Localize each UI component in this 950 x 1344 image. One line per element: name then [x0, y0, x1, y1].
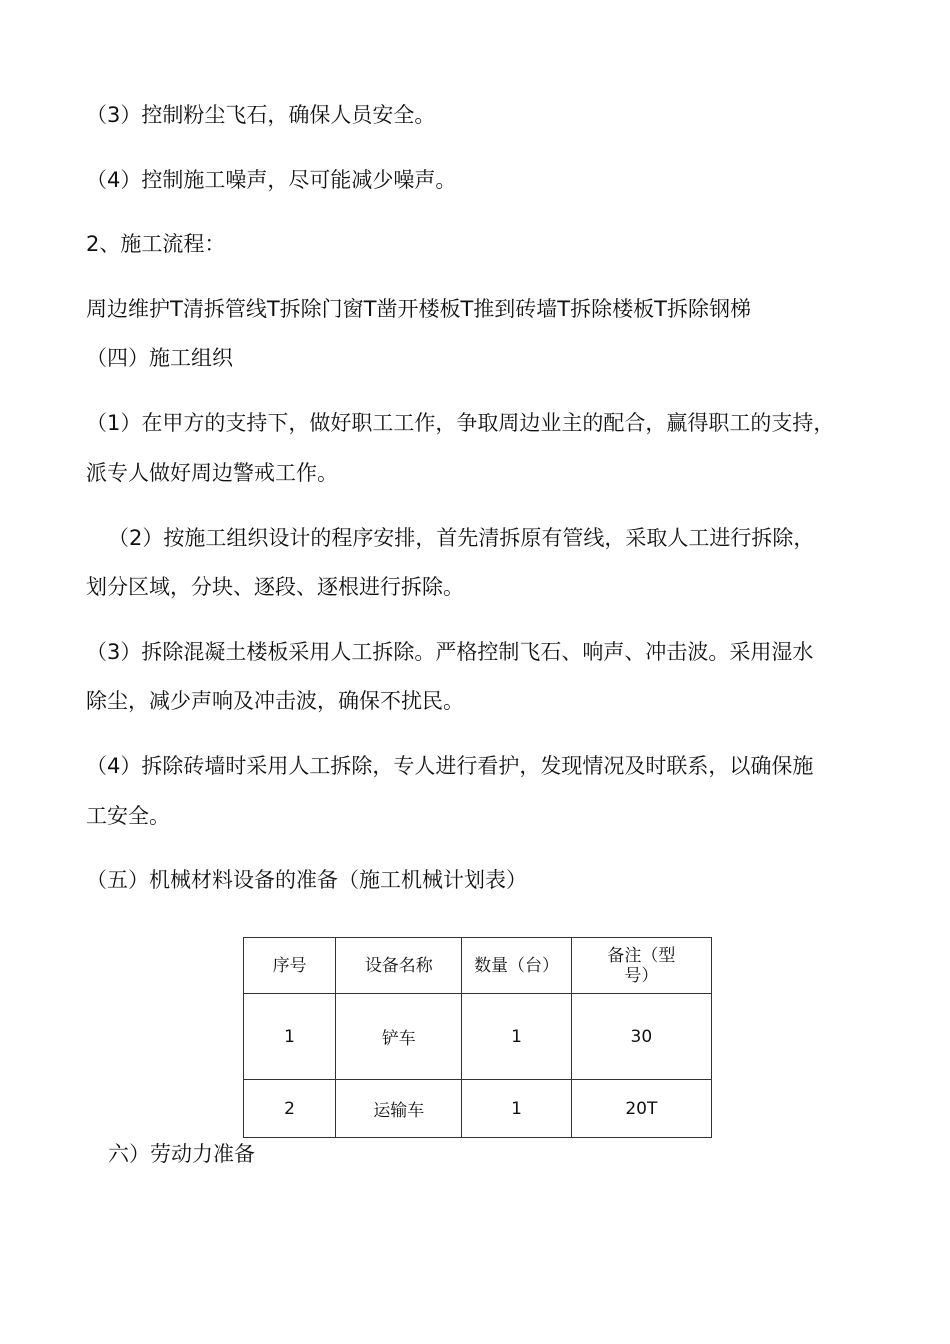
- paragraph-org-4-line-2: 工安全。: [86, 804, 170, 828]
- cell-remark: 30: [571, 994, 711, 1080]
- heading-equipment-preparation: （五）机械材料设备的准备（施工机械计划表）: [86, 868, 527, 892]
- cell-quantity: 1: [462, 1080, 571, 1138]
- paragraph-flow-steps: 周边维护T清拆管线T拆除门窗T凿开楼板T推到砖墙T拆除楼板T拆除钢梯: [86, 297, 751, 321]
- paragraph-org-4-line-1: （4）拆除砖墙时采用人工拆除，专人进行看护，发现情况及时联系，以确保施: [86, 754, 814, 778]
- cell-number: 2: [244, 1080, 336, 1138]
- cell-equipment-name: 运输车: [336, 1080, 462, 1138]
- header-remark-line-2: 号）: [624, 965, 659, 986]
- cell-number: 1: [244, 994, 336, 1080]
- header-cell-remark: [571, 938, 711, 994]
- paragraph-dust-control: （3）控制粉尘飞石，确保人员安全。: [86, 103, 436, 127]
- paragraph-org-2-line-2: 划分区域，分块、逐段、逐根进行拆除。: [86, 575, 464, 599]
- cell-equipment-name: 铲车: [336, 994, 462, 1080]
- equipment-plan-table: [243, 937, 712, 1138]
- paragraph-org-3-line-2: 除尘，减少声响及冲击波，确保不扰民。: [86, 689, 464, 713]
- table-row: [244, 1080, 712, 1138]
- header-cell-equipment-name: 设备名称: [336, 938, 462, 994]
- cell-quantity: 1: [462, 994, 571, 1080]
- paragraph-org-3-line-1: （3）拆除混凝土楼板采用人工拆除。严格控制飞石、响声、冲击波。采用湿水: [86, 640, 814, 664]
- table-header-row: [244, 938, 712, 994]
- header-remark-line-1: 备注（型: [607, 945, 676, 966]
- cell-remark: 20T: [571, 1080, 711, 1138]
- header-cell-quantity: 数量（台）: [462, 938, 571, 994]
- paragraph-org-2-line-1: （2）按施工组织设计的程序安排，首先清拆原有管线，采取人工进行拆除，: [108, 526, 815, 550]
- header-cell-number: 序号: [244, 938, 336, 994]
- table-row: [244, 994, 712, 1080]
- paragraph-org-1-line-1: （1）在甲方的支持下，做好职工工作，争取周边业主的配合，赢得职工的支持，: [86, 411, 835, 435]
- heading-labor-preparation: 六）劳动力准备: [108, 1142, 255, 1166]
- paragraph-org-1-line-2: 派专人做好周边警戒工作。: [86, 461, 338, 485]
- heading-construction-flow: 2、施工流程：: [86, 232, 226, 256]
- paragraph-noise-control: （4）控制施工噪声，尽可能减少噪声。: [86, 168, 457, 192]
- heading-construction-organization: （四）施工组织: [86, 346, 233, 370]
